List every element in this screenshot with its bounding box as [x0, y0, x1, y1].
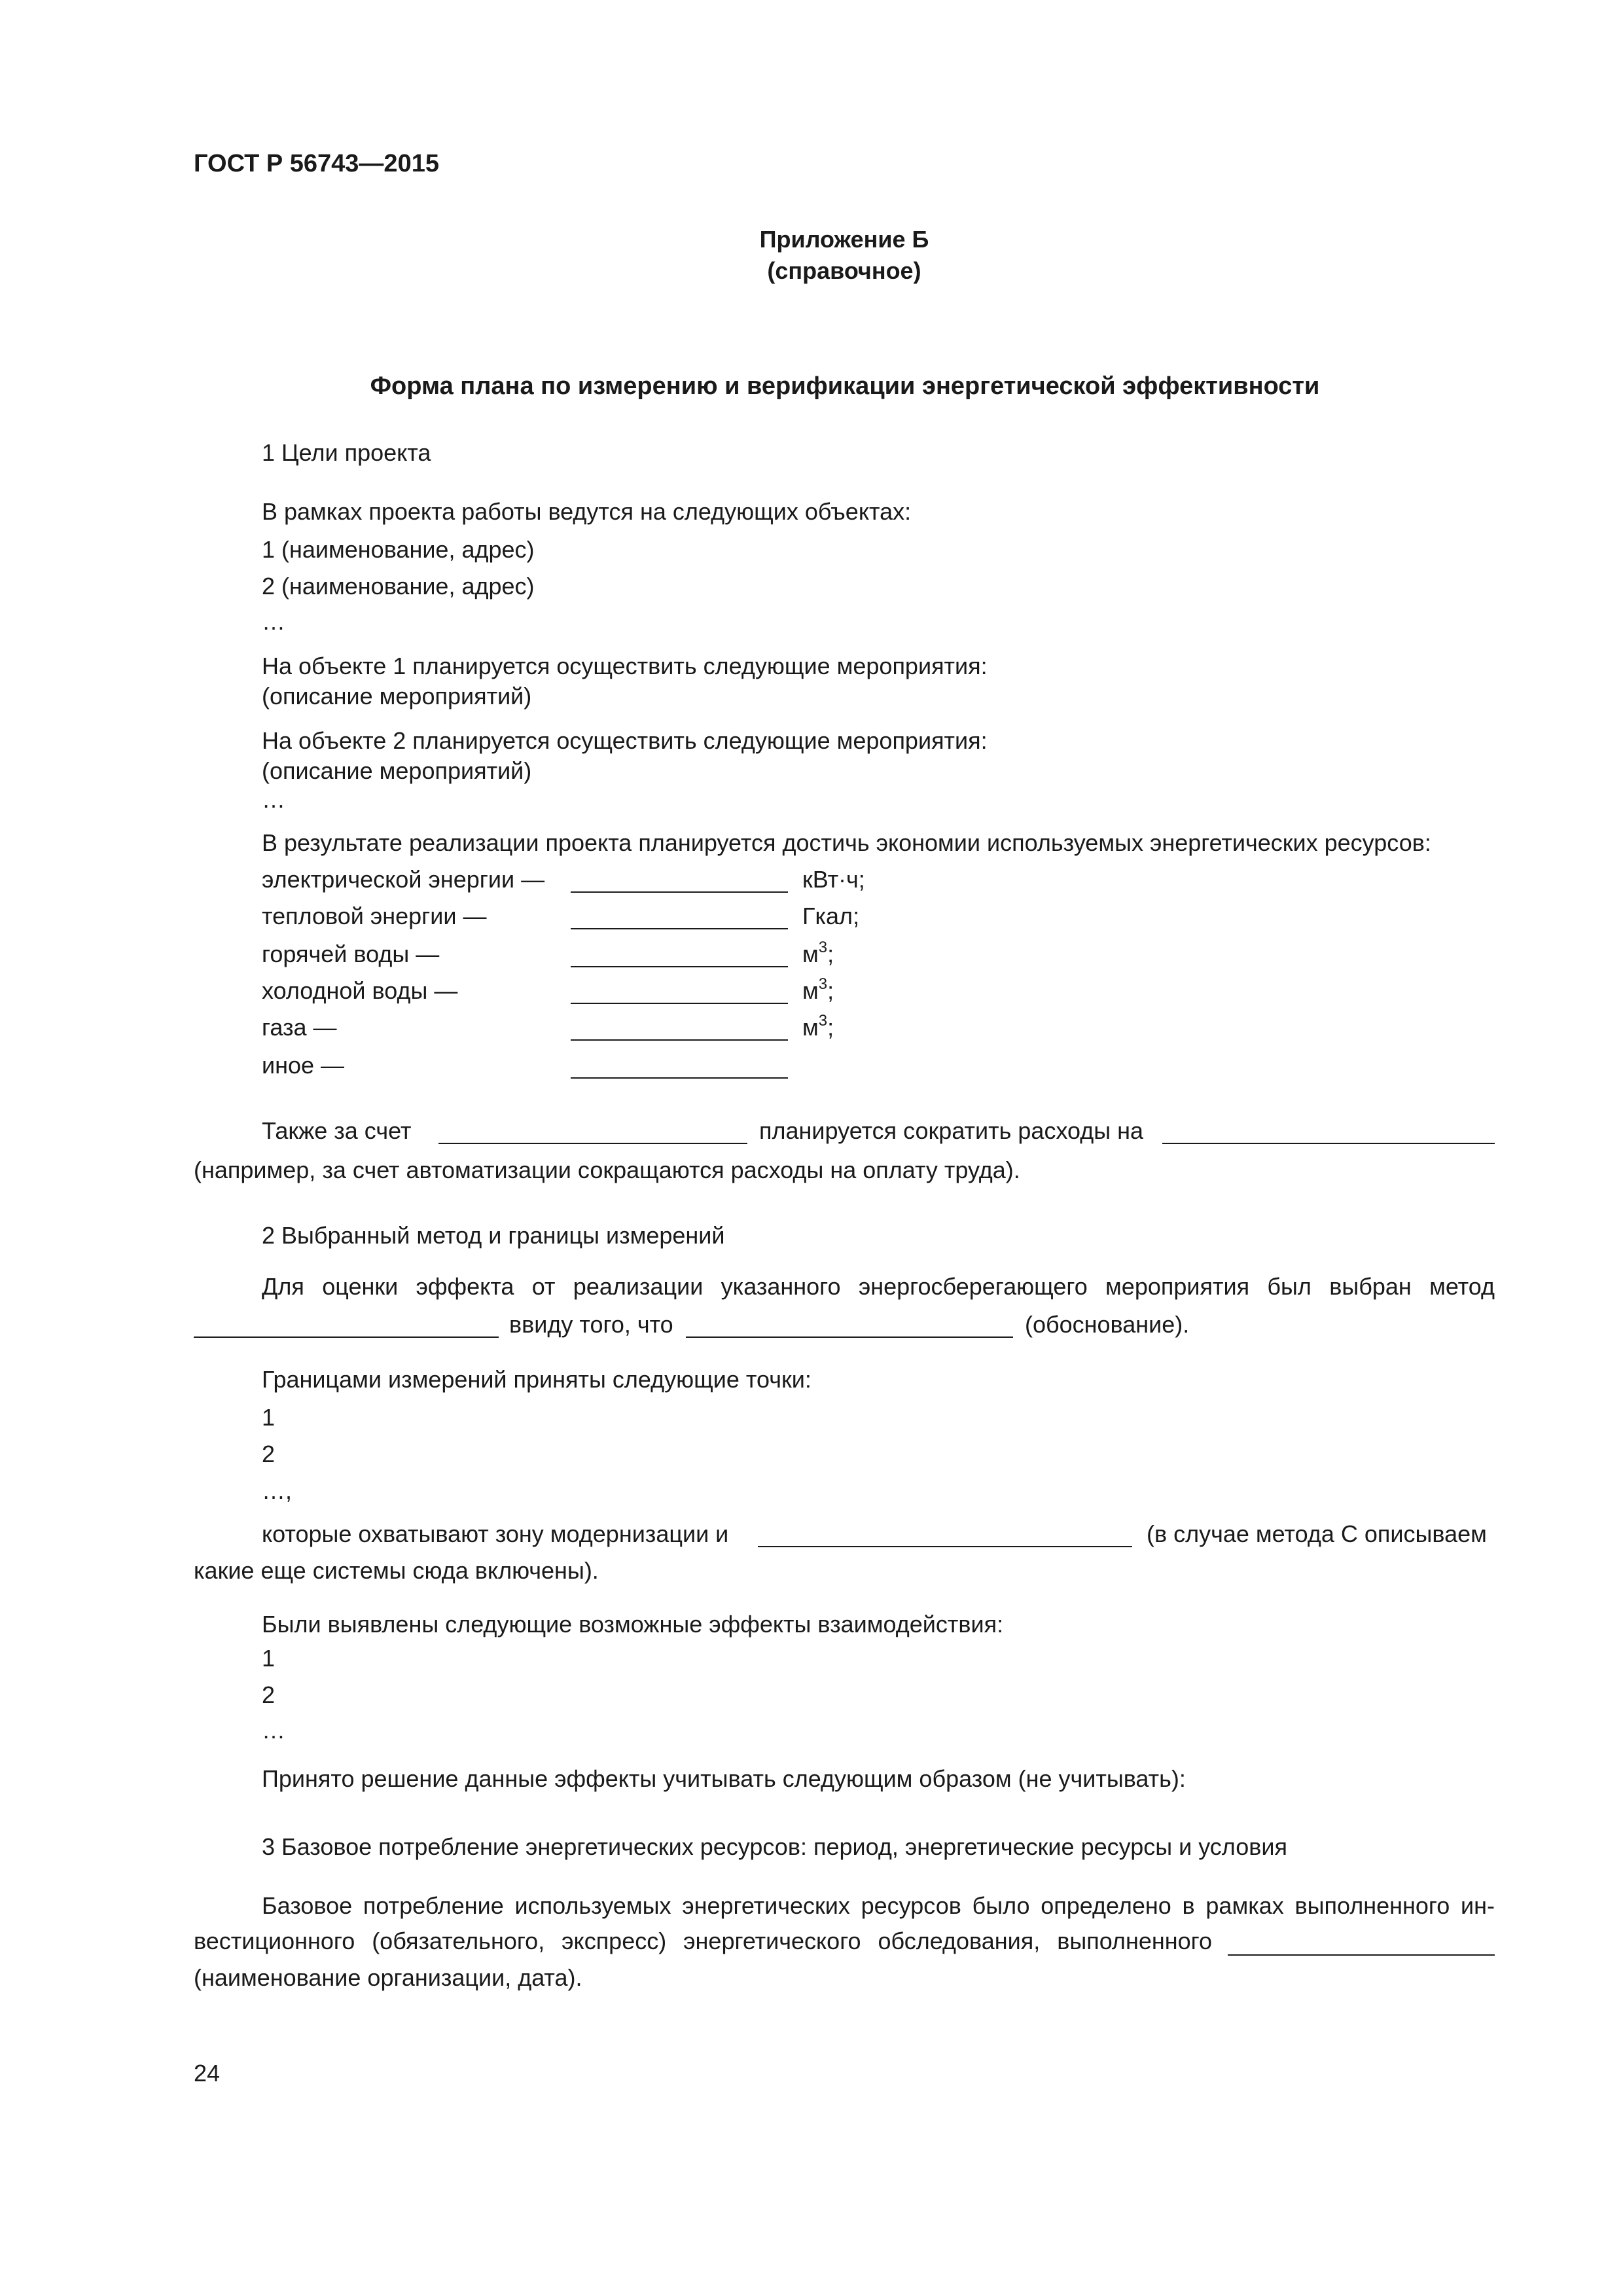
effects-decision: Принято решение данные эффекты учитывать следующим образом (не учитывать): — [262, 1765, 1186, 1792]
unit-superscript: 3 — [818, 939, 828, 956]
resource-label-electricity: электрической энергии — — [262, 866, 545, 893]
objects-intro: В рамках проекта работы ведутся на следующих объектах: — [262, 498, 912, 525]
resource-unit-gas: $м^3$; — [802, 1012, 834, 1041]
object-2: 2 (наименование, адрес) — [262, 573, 535, 600]
measures-ellipsis: … — [262, 786, 285, 813]
section-2-heading: 2 Выбранный метод и границы измерений — [262, 1222, 725, 1249]
also-savings-example: (например, за счет автоматизации сокращаются расходы на оплату труда). — [194, 1157, 1020, 1183]
unit-superscript: 3 — [818, 1012, 828, 1030]
method-reason-suffix: (обоснование). — [1025, 1311, 1190, 1338]
boundaries-intro: Границами измерений приняты следующие точки: — [262, 1366, 812, 1393]
resource-blank-gas[interactable] — [571, 1039, 788, 1041]
also-savings-prefix: Также за счет — [262, 1117, 412, 1144]
section-3-heading: 3 Базовое потребление энергетических ресурсов: период, энергетические ресурсы и условия — [262, 1833, 1287, 1860]
resource-unit-heat: Гкал; — [802, 903, 860, 929]
appendix-subtitle: (справочное) — [767, 257, 921, 284]
resource-label-gas: газа — — [262, 1014, 337, 1041]
resource-unit-electricity: кВт·ч; — [802, 866, 865, 893]
resource-blank-cold-water[interactable] — [571, 1003, 788, 1004]
interaction-effect-1: 1 — [262, 1645, 276, 1672]
object-1: 1 (наименование, адрес) — [262, 536, 535, 563]
section-1-heading: 1 Цели проекта — [262, 439, 431, 466]
resource-blank-other[interactable] — [571, 1077, 788, 1079]
boundary-ellipsis: …, — [262, 1477, 293, 1504]
baseline-paragraph-line-3: (наименование организации, дата). — [194, 1964, 582, 1991]
objects-ellipsis: … — [262, 608, 285, 635]
resource-blank-electricity[interactable] — [571, 891, 788, 893]
resource-label-heat: тепловой энергии — — [262, 903, 487, 929]
also-savings-middle: планируется сократить расходы на — [759, 1117, 1144, 1144]
boundary-point-1: 1 — [262, 1404, 276, 1431]
savings-intro: В результате реализации проекта планируется достичь экономии используемых энергетических ресурсов: — [262, 829, 1431, 856]
measures-object-2: На объекте 2 планируется осуществить следующие мероприятия: — [262, 727, 988, 754]
standard-code: ГОСТ Р 56743—2015 — [194, 150, 439, 177]
resource-blank-heat[interactable] — [571, 928, 788, 929]
baseline-paragraph-line-1: Базовое потребление используемых энергетических ресурсов было определено в рамках выполненного ин- — [262, 1892, 1495, 1919]
resource-unit-hot-water: $м^3$; — [802, 939, 834, 967]
resource-label-other: иное — — [262, 1052, 345, 1079]
interaction-effects-intro: Были выявлены следующие возможные эффекты взаимодействия: — [262, 1611, 1004, 1638]
resource-blank-hot-water[interactable] — [571, 966, 788, 967]
interaction-effect-ellipsis: … — [262, 1717, 285, 1744]
unit-superscript: 3 — [818, 975, 828, 993]
interaction-effect-2: 2 — [262, 1681, 276, 1708]
method-blank[interactable] — [194, 1336, 499, 1338]
measures-object-1-desc: (описание мероприятий) — [262, 683, 532, 709]
coverage-continuation: какие еще системы сюда включены). — [194, 1557, 599, 1584]
resource-unit-cold-water: $м^3$; — [802, 975, 834, 1004]
measures-object-1: На объекте 1 планируется осуществить следующие мероприятия: — [262, 653, 988, 679]
measures-object-2-desc: (описание мероприятий) — [262, 757, 532, 784]
also-savings-blank-1[interactable] — [438, 1143, 747, 1144]
document-title: Форма плана по измерению и верификации энергетической эффективности — [370, 372, 1320, 400]
coverage-blank[interactable] — [758, 1546, 1132, 1547]
boundary-point-2: 2 — [262, 1441, 276, 1467]
resource-label-hot-water: горячей воды — — [262, 941, 440, 967]
method-reason-prefix: ввиду того, что — [509, 1311, 673, 1338]
coverage-suffix: (в случае метода С описываем — [1147, 1520, 1487, 1547]
baseline-organization-blank[interactable] — [1228, 1954, 1495, 1956]
method-reason-blank[interactable] — [686, 1336, 1013, 1338]
also-savings-blank-2[interactable] — [1162, 1143, 1495, 1144]
method-line-1: Для оценки эффекта от реализации указанного энергосберегающего мероприятия был выбран метод — [262, 1273, 1495, 1300]
appendix-title: Приложение Б — [759, 226, 929, 253]
baseline-paragraph-line-2: вестиционного (обязательного, экспресс) энергетического обследования, выполненного — [194, 1928, 1212, 1954]
coverage-prefix: которые охватывают зону модернизации и — [262, 1520, 729, 1547]
resource-label-cold-water: холодной воды — — [262, 977, 458, 1004]
page-number: 24 — [194, 2060, 221, 2087]
